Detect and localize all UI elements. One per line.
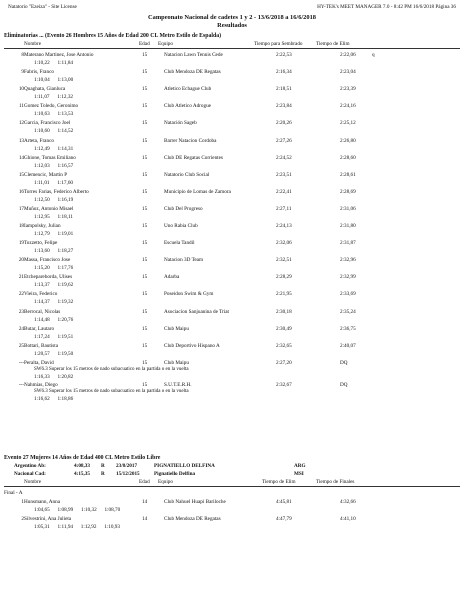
split-times: 1:10,60 1:14,52 bbox=[34, 128, 74, 135]
dq-reason: SW6.3 Superar los 15 metros de nado subacuatico en la partida o en la vuelta bbox=[34, 366, 189, 372]
seed-time: 2:27,26 bbox=[276, 137, 292, 144]
swimmer-age: 15 bbox=[142, 120, 148, 127]
software-info: HY-TEK's MEET MANAGER 7.0 - 8:42 PM 16/6/2018 Página 36 bbox=[317, 4, 456, 10]
table-row bbox=[4, 516, 460, 536]
place-number: 11 bbox=[19, 103, 24, 110]
place-number: 24 bbox=[18, 325, 24, 332]
seed-time: 2:18,51 bbox=[276, 86, 292, 93]
seed-time: 2:24,52 bbox=[276, 154, 292, 161]
seed-time: 2:32,65 bbox=[276, 342, 292, 349]
final-time: 2:22,06 bbox=[340, 52, 356, 58]
final-time: 2:26,80 bbox=[340, 137, 356, 144]
place-number: 10 bbox=[18, 86, 24, 93]
swimmer-name: Ghione, Tomas Emiliano bbox=[24, 154, 76, 161]
place-number: 25 bbox=[18, 342, 24, 349]
place-number: --- bbox=[18, 381, 24, 388]
split-times: 1:16,33 1:20,82 bbox=[34, 373, 74, 380]
final-time: 2:32,99 bbox=[340, 274, 356, 281]
seed-time: 2:22,53 bbox=[276, 52, 292, 58]
seed-time: 4:45,81 bbox=[276, 499, 292, 505]
swimmer-name: Bottari, Bautista bbox=[24, 342, 59, 349]
swimmer-age: 15 bbox=[142, 325, 148, 332]
col-final: Tiempo de Elim bbox=[316, 41, 350, 47]
divider bbox=[4, 48, 460, 49]
swimmer-name: Muñoz, Antonio Misael bbox=[24, 205, 74, 212]
swimmer-age: 15 bbox=[142, 342, 148, 349]
swimmer-name: Gomez Toledo, Geronimo bbox=[24, 103, 79, 110]
col-team: Equipo bbox=[158, 479, 173, 485]
swimmer-name: Etchepareborda, Ulises bbox=[24, 274, 73, 281]
split-times: 1:05,31 1:11,94 1:12,92 1:10,93 bbox=[34, 524, 120, 530]
swimmer-name: Materano Martinez, Jose Antonio bbox=[24, 52, 94, 58]
final-time: 2:28,61 bbox=[340, 171, 356, 178]
final-time: 2:35,24 bbox=[340, 308, 356, 315]
col-name: Nombre bbox=[24, 41, 41, 47]
split-times: 1:20,57 1:19,50 bbox=[34, 350, 74, 357]
team-name: Club Deportivo Hispano A bbox=[164, 342, 220, 349]
team-name: Atletico Echague Club bbox=[164, 86, 212, 93]
swimmer-name: Arteta, Franco bbox=[24, 137, 54, 144]
col-seed: Tiempo para Sembrado bbox=[254, 41, 303, 47]
results-title: Resultados bbox=[217, 22, 247, 29]
place-number: 2 bbox=[21, 516, 24, 522]
place-number: 17 bbox=[18, 205, 24, 212]
team-name: Club Maipu bbox=[164, 359, 189, 366]
seed-time: 2:27,11 bbox=[276, 205, 292, 212]
team-name: Club Maipu bbox=[164, 325, 189, 332]
dq-reason: SW6.3 Superar los 15 metros de nado subacuatico en la partida o en la vuelta bbox=[34, 388, 189, 394]
swimmer-age: 15 bbox=[142, 154, 148, 161]
swimmer-name: Berrocal, Nicolas bbox=[24, 308, 61, 315]
team-name: Barrer Natacion Cordoba bbox=[164, 137, 217, 144]
place-number: 18 bbox=[18, 223, 24, 229]
team-name: S.U.T.E.R.H. bbox=[164, 381, 192, 388]
split-times: 1:04,65 1:08,99 1:10,32 1:08,70 bbox=[34, 507, 121, 513]
split-times: 1:11,01 1:17,60 bbox=[34, 179, 74, 186]
seed-time: 2:23,84 bbox=[276, 103, 292, 110]
seed-time: 4:47,79 bbox=[276, 516, 292, 522]
seed-time: 2:24,13 bbox=[276, 223, 292, 229]
split-times: 1:17,24 1:19,51 bbox=[34, 333, 74, 340]
site-license: Natatorio "Ezeiza" - Site License bbox=[8, 4, 77, 10]
place-number: 8 bbox=[21, 52, 24, 58]
final-time: 2:33,69 bbox=[340, 291, 356, 298]
team-name: Adarba bbox=[164, 274, 180, 281]
col-age: Edad bbox=[139, 41, 150, 47]
swimmer-age: 15 bbox=[142, 291, 148, 298]
final-time: 2:25,12 bbox=[340, 120, 356, 127]
seed-time: 2:30,49 bbox=[276, 325, 292, 332]
split-times: 1:12,49 1:14,31 bbox=[34, 145, 74, 152]
final-time: 2:23,04 bbox=[340, 69, 356, 76]
team-name: Natación Sageb bbox=[164, 120, 197, 127]
swimmer-age: 15 bbox=[142, 257, 148, 264]
place-number: 1 bbox=[21, 499, 24, 505]
split-times: 1:11,07 1:12,32 bbox=[34, 94, 74, 101]
swimmer-name: Massa, Francisco Jose bbox=[24, 257, 71, 264]
final-time: DQ bbox=[340, 359, 348, 366]
final-time: 4:41,10 bbox=[340, 516, 356, 522]
swimmer-name: Silvestrini, Ana Julieta bbox=[24, 516, 72, 522]
swimmer-age: 15 bbox=[142, 188, 148, 195]
col-name: Nombre bbox=[24, 479, 41, 485]
col-seed: Tiempo de Elim bbox=[262, 479, 296, 485]
seed-time: 2:22,41 bbox=[276, 188, 292, 195]
seed-time: 2:28,29 bbox=[276, 274, 292, 281]
split-times: 1:12,50 1:16,19 bbox=[34, 196, 74, 203]
split-times: 1:15,20 1:17,76 bbox=[34, 265, 74, 272]
seed-time: 2:23,51 bbox=[276, 171, 292, 178]
swimmer-age: 15 bbox=[142, 171, 148, 178]
seed-time: 2:32,51 bbox=[276, 257, 292, 264]
final-time: 2:28,69 bbox=[340, 188, 356, 195]
swimmer-age: 15 bbox=[142, 52, 148, 58]
col-team: Equipo bbox=[158, 41, 173, 47]
swimmer-age: 15 bbox=[142, 308, 148, 315]
qualifier-note: q bbox=[372, 52, 375, 58]
swimmer-age: 15 bbox=[142, 240, 148, 247]
swimmer-name: Iampolsky, Julian bbox=[24, 223, 61, 229]
split-times: 1:10,04 1:13,00 bbox=[34, 77, 74, 84]
team-name: Club DE Regatas Corrientes bbox=[164, 154, 223, 161]
final-time: 2:31,06 bbox=[340, 205, 356, 212]
final-time: 2:40,07 bbox=[340, 342, 356, 349]
team-name: Asociacion Sanjuanina de Triat bbox=[164, 308, 229, 315]
swimmer-age: 15 bbox=[142, 381, 148, 388]
swimmer-age: 15 bbox=[142, 137, 148, 144]
team-name: Club Mendoza DE Regatas bbox=[164, 69, 221, 76]
event26-title: Eliminatorias ... (Evento 26 Hombres 15 Años de Edad 200 CL Metro Estilo de Espalda) bbox=[4, 33, 222, 39]
document-titles bbox=[0, 14, 464, 30]
swimmer-name: Hunsmann, Anna bbox=[24, 499, 61, 505]
meet-title: Campeonato Nacional de cadetes 1 y 2 - 13/6/2018 a 16/6/2018 bbox=[148, 14, 316, 21]
team-name: Natatorio Club Social bbox=[164, 171, 210, 178]
final-time: 2:32,96 bbox=[340, 257, 356, 264]
team-name: Club Nahuel Huapi Bariloche bbox=[164, 499, 226, 505]
team-name: Poseidon Swim & Gym bbox=[164, 291, 214, 298]
place-number: 20 bbox=[18, 257, 24, 264]
place-number: 22 bbox=[18, 291, 24, 298]
swimmer-name: Torres Farias, Federico Alberto bbox=[24, 188, 89, 195]
swimmer-age: 15 bbox=[142, 274, 148, 281]
place-number: 9 bbox=[21, 69, 24, 76]
final-time: 2:31,80 bbox=[340, 223, 356, 229]
swimmer-age: 15 bbox=[142, 205, 148, 212]
seed-time: 2:21,95 bbox=[276, 291, 292, 298]
place-number: --- bbox=[18, 359, 24, 366]
col-final: Tiempo de Finales bbox=[316, 479, 355, 485]
swimmer-name: Clemencic, Martin P bbox=[24, 171, 68, 178]
seed-time: 2:32,06 bbox=[276, 240, 292, 247]
team-name: Club Del Progreso bbox=[164, 205, 203, 212]
table-row bbox=[4, 382, 460, 402]
place-number: 12 bbox=[18, 120, 24, 127]
seed-time: 2:20,26 bbox=[276, 120, 292, 127]
swimmer-name: Nahmias, Diego bbox=[24, 381, 58, 388]
team-name: Uno Rabia Club bbox=[164, 223, 198, 229]
split-times: 1:10,22 1:11,84 bbox=[34, 60, 74, 66]
col-age: Edad bbox=[139, 479, 150, 485]
split-times: 1:14,48 1:20,76 bbox=[34, 316, 74, 323]
team-name: Municipio de Lomas de Zamora bbox=[164, 188, 231, 195]
swimmer-name: Quaghata, Gianluca bbox=[24, 86, 66, 93]
event27-title: Evento 27 Mujeres 14 Años de Edad 400 CL Metro Estilo Libre bbox=[4, 455, 161, 461]
team-name: Escuela Tandil bbox=[164, 240, 195, 247]
final-time: 2:31,87 bbox=[340, 240, 356, 247]
swimmer-name: Garcia, Francisco Joel bbox=[24, 120, 71, 127]
swimmer-age: 15 bbox=[142, 103, 148, 110]
final-time: 2:23,39 bbox=[340, 86, 356, 93]
place-number: 23 bbox=[18, 308, 24, 315]
team-name: Natacion 3D Team bbox=[164, 257, 204, 264]
place-number: 14 bbox=[18, 154, 24, 161]
final-time: 2:28,60 bbox=[340, 154, 356, 161]
split-times: 1:13,37 1:19,62 bbox=[34, 282, 74, 289]
swimmer-age: 15 bbox=[142, 223, 148, 229]
swimmer-age: 14 bbox=[142, 516, 148, 522]
swimmer-name: Vieira, Federico bbox=[24, 291, 58, 298]
seed-time: 2:27,20 bbox=[276, 359, 292, 366]
place-number: 19 bbox=[18, 240, 24, 247]
seed-time: 2:16,34 bbox=[276, 69, 292, 76]
swimmer-age: 15 bbox=[142, 86, 148, 93]
place-number: 16 bbox=[18, 188, 24, 195]
final-time: 2:36,75 bbox=[340, 325, 356, 332]
swimmer-name: Butar, Lautaro bbox=[24, 325, 55, 332]
split-times: 1:12,95 1:18,11 bbox=[34, 213, 74, 220]
seed-time: 2:32,67 bbox=[276, 381, 292, 388]
swimmer-age: 15 bbox=[142, 69, 148, 76]
split-times: 1:12,79 1:19,01 bbox=[34, 231, 74, 237]
final-time: DQ bbox=[340, 381, 348, 388]
split-times: 1:10,63 1:13,53 bbox=[34, 111, 74, 118]
split-times: 1:14,37 1:19,32 bbox=[34, 299, 74, 306]
divider bbox=[4, 486, 460, 487]
final-time: 4:32,66 bbox=[340, 499, 356, 505]
swimmer-age: 15 bbox=[142, 359, 148, 366]
swimmer-name: Fabris, Franco bbox=[24, 69, 54, 76]
team-name: Club Atletico Adrogue bbox=[164, 103, 211, 110]
table-row bbox=[4, 360, 460, 380]
swimmer-age: 14 bbox=[142, 499, 148, 505]
swimmer-name: Tozzetto, Felipe bbox=[24, 240, 58, 247]
team-name: Natacion Lawn Tennis Cede bbox=[164, 52, 223, 58]
team-name: Club Mendoza DE Regatas bbox=[164, 516, 221, 522]
place-number: 15 bbox=[18, 171, 24, 178]
split-times: 1:16,62 1:18,86 bbox=[34, 395, 74, 402]
split-times: 1:13,60 1:18,27 bbox=[34, 248, 74, 255]
seed-time: 2:30,18 bbox=[276, 308, 292, 315]
split-times: 1:12,03 1:16,57 bbox=[34, 162, 74, 169]
place-number: 13 bbox=[18, 137, 24, 144]
final-time: 2:24,16 bbox=[340, 103, 356, 110]
place-number: 21 bbox=[18, 274, 24, 281]
swimmer-name: Peralta, David bbox=[24, 359, 54, 366]
